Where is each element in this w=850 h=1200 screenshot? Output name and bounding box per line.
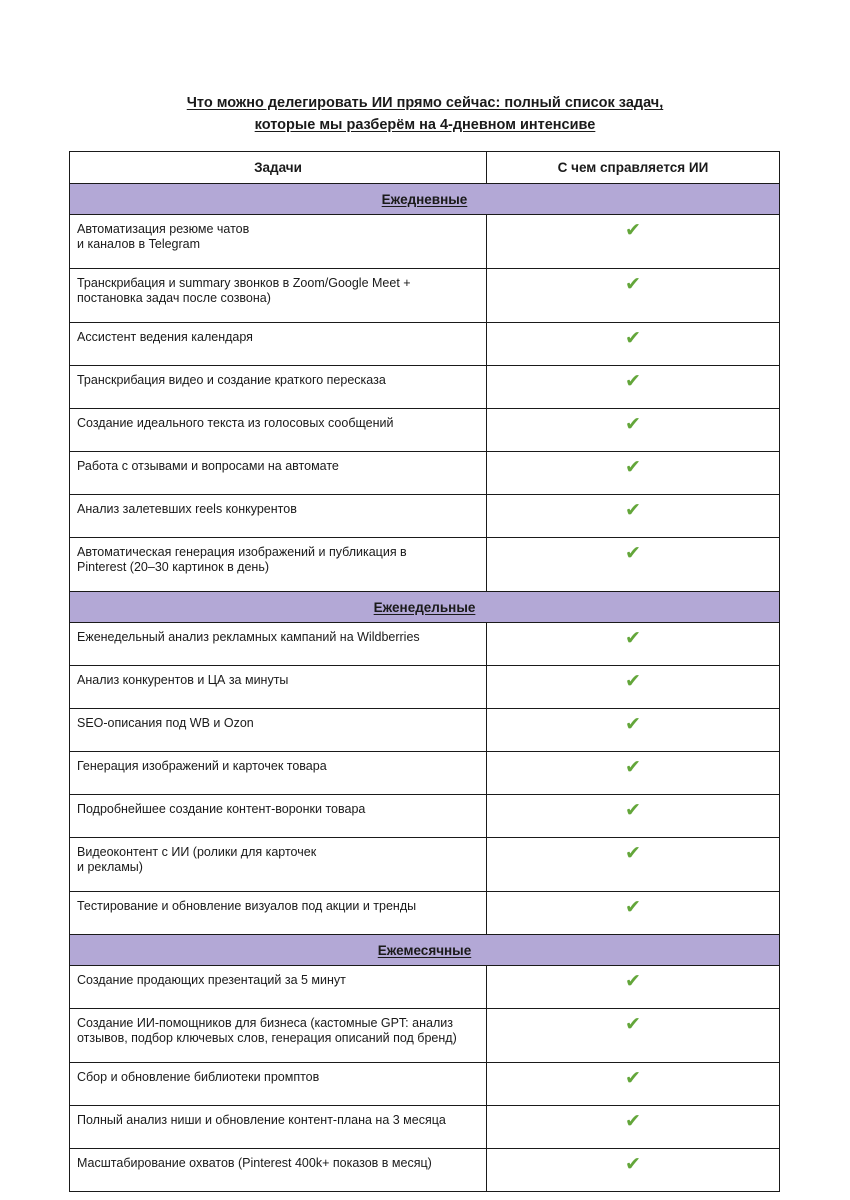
checkmark-icon: ✔ [625, 370, 641, 392]
checkmark-icon: ✔ [625, 456, 641, 478]
table-row [70, 709, 780, 752]
section-row [70, 592, 780, 623]
checkmark-icon: ✔ [625, 970, 641, 992]
checkmark-icon: ✔ [625, 842, 641, 864]
ai-capability-cell [487, 1063, 780, 1106]
table-row [70, 1009, 780, 1063]
checkmark-icon: ✔ [625, 499, 641, 521]
task-cell: Масштабирование охватов (Pinterest 400k+ показов в месяц) [70, 1149, 487, 1192]
task-cell: Автоматизация резюме чатов и каналов в Telegram [70, 215, 487, 269]
title-line-2: которые мы разберём на 4-дневном интенсиве [254, 117, 596, 133]
checkmark-icon: ✔ [625, 327, 641, 349]
checkmark-icon: ✔ [625, 627, 641, 649]
checkmark-icon: ✔ [625, 1153, 641, 1175]
task-cell: Автоматическая генерация изображений и публикация в Pinterest (20–30 картинок в день) [70, 538, 487, 592]
checkmark-icon: ✔ [625, 542, 641, 564]
table-row [70, 966, 780, 1009]
ai-capability-cell [487, 495, 780, 538]
checkmark-icon: ✔ [625, 273, 641, 295]
ai-capability-cell [487, 709, 780, 752]
task-cell: Видеоконтент с ИИ (ролики для карточек и рекламы) [70, 838, 487, 892]
tasks-table [69, 151, 780, 1192]
table-row [70, 892, 780, 935]
checkmark-icon: ✔ [625, 1067, 641, 1089]
checkmark-icon: ✔ [625, 670, 641, 692]
table-row [70, 752, 780, 795]
table-row [70, 366, 780, 409]
checkmark-icon: ✔ [625, 896, 641, 918]
table-row [70, 838, 780, 892]
table-row [70, 452, 780, 495]
checkmark-icon: ✔ [625, 1110, 641, 1132]
ai-capability-cell [487, 666, 780, 709]
task-cell: Анализ залетевших reels конкурентов [70, 495, 487, 538]
task-cell: Работа с отзывами и вопросами на автомате [70, 452, 487, 495]
ai-capability-cell [487, 1009, 780, 1063]
checkmark-icon: ✔ [625, 713, 641, 735]
ai-capability-cell [487, 538, 780, 592]
checkmark-icon: ✔ [625, 756, 641, 778]
ai-capability-cell [487, 892, 780, 935]
table-row [70, 1106, 780, 1149]
task-cell: Транскрибация видео и создание краткого пересказа [70, 366, 487, 409]
title-line-1: Что можно делегировать ИИ прямо сейчас: полный список задач, [186, 95, 664, 111]
table-row [70, 1149, 780, 1192]
table-row [70, 409, 780, 452]
ai-capability-cell [487, 623, 780, 666]
section-label: Еженедельные [373, 599, 476, 615]
table-row [70, 666, 780, 709]
task-cell: Сбор и обновление библиотеки промптов [70, 1063, 487, 1106]
header-tasks: Задачи [70, 152, 487, 184]
ai-capability-cell [487, 1149, 780, 1192]
table-row [70, 1063, 780, 1106]
table-row [70, 623, 780, 666]
task-cell: Создание идеального текста из голосовых сообщений [70, 409, 487, 452]
table-row [70, 269, 780, 323]
ai-capability-cell [487, 366, 780, 409]
section-label: Ежедневные [381, 191, 468, 207]
section-row [70, 184, 780, 215]
ai-capability-cell [487, 452, 780, 495]
checkmark-icon: ✔ [625, 219, 641, 241]
section-label: Ежемесячные [377, 942, 472, 958]
task-cell: Подробнейшее создание контент-воронки товара [70, 795, 487, 838]
checkmark-icon: ✔ [625, 1013, 641, 1035]
ai-capability-cell [487, 1106, 780, 1149]
task-cell: Тестирование и обновление визуалов под акции и тренды [70, 892, 487, 935]
ai-capability-cell [487, 269, 780, 323]
ai-capability-cell [487, 409, 780, 452]
ai-capability-cell [487, 838, 780, 892]
section-row [70, 935, 780, 966]
task-cell: Генерация изображений и карточек товара [70, 752, 487, 795]
section-heading [70, 184, 780, 215]
table-header-row [70, 152, 780, 184]
checkmark-icon: ✔ [625, 799, 641, 821]
task-cell: Создание продающих презентаций за 5 минут [70, 966, 487, 1009]
table-body [70, 184, 780, 1192]
page-title [0, 92, 850, 136]
task-cell: Анализ конкурентов и ЦА за минуты [70, 666, 487, 709]
section-heading [70, 592, 780, 623]
task-cell: SEO-описания под WB и Ozon [70, 709, 487, 752]
task-cell: Создание ИИ-помощников для бизнеса (кастомные GPT: анализ отзывов, подбор ключевых слов, генерация описаний под бренд) [70, 1009, 487, 1063]
task-cell: Еженедельный анализ рекламных кампаний на Wildberries [70, 623, 487, 666]
task-cell: Полный анализ ниши и обновление контент-плана на 3 месяца [70, 1106, 487, 1149]
ai-capability-cell [487, 323, 780, 366]
ai-capability-cell [487, 752, 780, 795]
section-heading [70, 935, 780, 966]
ai-capability-cell [487, 215, 780, 269]
header-ai-capability: С чем справляется ИИ [487, 152, 780, 184]
ai-capability-cell [487, 795, 780, 838]
table-row [70, 215, 780, 269]
table-row [70, 323, 780, 366]
ai-capability-cell [487, 966, 780, 1009]
task-cell: Ассистент ведения календаря [70, 323, 487, 366]
table-row [70, 795, 780, 838]
table-row [70, 538, 780, 592]
table-row [70, 495, 780, 538]
checkmark-icon: ✔ [625, 413, 641, 435]
task-cell: Транскрибация и summary звонков в Zoom/Google Meet + постановка задач после созвона) [70, 269, 487, 323]
